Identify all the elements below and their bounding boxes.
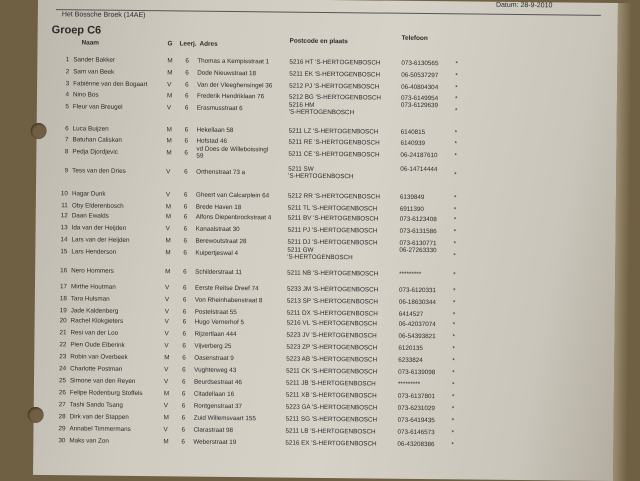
phone: 073-6149954 <box>400 94 439 103</box>
postcode-city: 5211 LZ 'S-HERTOGENBOSCH <box>288 127 379 136</box>
row-mark: * <box>453 252 456 260</box>
student-name: Lars Henderson <box>71 248 117 256</box>
gender: V <box>164 284 170 292</box>
school-year: 6 <box>182 354 186 362</box>
phone: 06-54393821 <box>398 332 436 341</box>
gender: V <box>163 378 169 386</box>
gender: V <box>165 225 170 233</box>
row-mark: * <box>451 429 454 437</box>
phone: 073-6129639 <box>400 101 439 110</box>
student-name: Pien Oude Elberink <box>70 341 125 349</box>
school-year: 6 <box>182 342 186 350</box>
address: Citadellaan 16 <box>193 390 235 399</box>
gender: M <box>165 249 171 257</box>
postcode-city: 5213 SP 'S-HERTOGENBOSCH <box>286 297 379 306</box>
student-name: Nino Bos <box>72 91 99 99</box>
gender: V <box>166 104 172 112</box>
row-number: 10 <box>60 190 68 198</box>
postcode-city: 5211 SG 'S-HERTOGENBOSCH <box>285 415 378 424</box>
gender: M <box>163 438 169 446</box>
address: Gheert van Calcarplein 64 <box>195 191 270 200</box>
school-year: 6 <box>182 284 187 292</box>
row-number: 27 <box>58 401 66 409</box>
postcode-city: 5223 JV 'S-HERTOGENBOSCH <box>286 331 377 340</box>
school-year: 6 <box>183 191 188 199</box>
row-mark: * <box>455 72 458 80</box>
address: Hekellaan 58 <box>196 126 234 135</box>
gender: V <box>163 402 168 410</box>
row-number: 9 <box>64 167 69 175</box>
school-year: 6 <box>181 438 185 446</box>
gender: V <box>163 426 168 434</box>
row-number: 20 <box>59 317 67 325</box>
row-mark: * <box>452 311 456 319</box>
col-header-phone: Telefoon <box>401 34 428 43</box>
student-name: Lars van der Heijden <box>71 236 130 244</box>
address: Alfons Diepenbrockstraat 4 <box>195 213 272 222</box>
gender: V <box>165 191 171 199</box>
student-name: Dirk van der Stappen <box>69 413 129 421</box>
student-name: Pedja Djordjevic <box>72 148 118 156</box>
gender: M <box>165 268 171 276</box>
address: Eerste Reitse Dreef 74 <box>194 284 259 293</box>
school-year: 6 <box>182 318 187 326</box>
row-number: 3 <box>65 80 70 88</box>
gender: M <box>164 354 170 362</box>
row-number: 6 <box>65 125 69 133</box>
row-mark: * <box>451 393 455 401</box>
school-year: 6 <box>185 69 189 77</box>
student-name: Ida van der Heijden <box>71 224 127 232</box>
col-header-gender: G <box>167 40 173 48</box>
row-number: 13 <box>60 224 68 232</box>
student-name: Hagar Dunk <box>71 190 106 198</box>
student-name: Maks van Zon <box>69 437 109 445</box>
row-number: 19 <box>59 307 67 315</box>
school-year: 6 <box>182 296 187 304</box>
gender: V <box>164 308 169 316</box>
row-mark: * <box>454 171 457 179</box>
school-year: 6 <box>183 268 187 276</box>
gender: M <box>165 203 172 211</box>
address: Orthenstraat 73 a <box>196 168 246 177</box>
student-name: Nero Hommers <box>71 267 114 275</box>
row-mark: * <box>453 271 456 279</box>
row-mark: * <box>455 60 458 68</box>
student-name: Batuhan Caliskan <box>72 136 122 144</box>
student-name: Annabel Timmermans <box>69 425 131 433</box>
phone: 073-6123408 <box>399 215 437 224</box>
phone: 6140815 <box>400 128 426 137</box>
gender: M <box>165 213 172 221</box>
address: Rontgenstraat 37 <box>193 402 243 411</box>
row-mark: * <box>454 129 458 137</box>
phone: 6414527 <box>398 310 424 319</box>
school-year: 6 <box>181 426 186 434</box>
school-year: 6 <box>181 402 186 410</box>
phone: 073-6146573 <box>397 428 435 437</box>
col-header-year: Leerj. <box>179 40 197 48</box>
row-mark: * <box>451 441 454 449</box>
postcode-city: 5223 ZP 'S-HERTOGENBOSCH <box>286 343 378 352</box>
phone: 6120135 <box>398 344 423 353</box>
student-name: Charlotte Postman <box>70 365 123 373</box>
row-number: 23 <box>59 353 67 361</box>
phone: 06-40804304 <box>401 83 439 92</box>
school-year: 6 <box>184 149 188 157</box>
address: Thomas a Kempisstraat 1 <box>197 57 270 66</box>
row-mark: * <box>452 369 455 377</box>
postcode-city: 5211 XB 'S-HERTOGENBOSCH <box>285 391 377 400</box>
row-number: 11 <box>61 202 68 210</box>
address: Kuipertjeswal 4 <box>195 249 239 258</box>
gender: M <box>166 137 172 145</box>
phone: 073-6419435 <box>397 416 435 425</box>
student-name: Mirthe Houtman <box>70 283 116 291</box>
address: Hugo Vernerhof 5 <box>194 318 245 327</box>
school-year: 6 <box>182 330 187 338</box>
phone: 073-6131586 <box>399 227 437 236</box>
gender: V <box>167 81 172 89</box>
address: Hofstad 46 <box>196 137 228 145</box>
row-number: 12 <box>60 212 68 220</box>
school-year: 6 <box>183 237 188 245</box>
gender: M <box>167 69 173 77</box>
postcode-city: 5211 TL 'S-HERTOGENBOSCH <box>287 204 378 213</box>
phone: 6139849 <box>399 193 425 202</box>
postcode-city: 5233 JM 'S-HERTOGENBOSCH <box>286 285 379 294</box>
address: Postelstraat 55 <box>194 308 237 317</box>
row-mark: * <box>451 405 455 413</box>
gender: M <box>167 57 173 65</box>
student-name: Tara Hulsman <box>70 295 110 303</box>
student-name: Luca Buijzen <box>72 125 109 133</box>
address: Zuid Willemsvaart 155 <box>193 414 256 423</box>
row-mark: * <box>454 152 457 160</box>
school-year: 6 <box>183 249 187 257</box>
row-number: 18 <box>59 295 67 303</box>
row-number: 2 <box>65 68 70 76</box>
phone: 073-6120331 <box>398 286 437 295</box>
postcode-city: 5216 EX 'S-HERTOGENBOSCH <box>285 439 377 448</box>
student-name: Daan Ewalds <box>71 212 109 220</box>
gender: V <box>164 342 169 350</box>
row-number: 8 <box>64 148 69 156</box>
row-mark: * <box>452 287 456 295</box>
col-header-name: Naam <box>81 39 99 47</box>
postcode-city: 5211 DX 'S-HERTOGENBOSCH <box>286 309 378 318</box>
postcode-city: 5216 HM 'S-HERTOGENBOSCH <box>288 101 355 116</box>
address: Erasmusstraat 6 <box>196 104 243 113</box>
phone: 073-6137801 <box>397 392 436 401</box>
postcode-city: 5212 RR 'S-HERTOGENBOSCH <box>287 192 380 201</box>
row-number: 17 <box>59 283 68 291</box>
postcode-city: 5211 NB 'S-HERTOGENBOSCH <box>287 269 379 278</box>
row-number: 25 <box>58 377 67 385</box>
row-mark: * <box>453 194 457 202</box>
row-mark: * <box>454 95 458 103</box>
phone: 06-18630344 <box>398 298 436 307</box>
phone: 6140939 <box>400 139 426 148</box>
row-mark: * <box>451 381 455 389</box>
phone: 06-27263330 <box>399 246 437 255</box>
school-year: 6 <box>183 225 188 233</box>
address: Oasenstraat 9 <box>194 354 234 363</box>
address: Vijverberg 25 <box>194 342 232 351</box>
phone: 073-6130771 <box>399 239 437 248</box>
address: Kanaalstraat 30 <box>195 225 240 234</box>
student-name: Simone van den Reyen <box>69 377 136 386</box>
row-mark: * <box>452 321 456 329</box>
phone: 073-6130565 <box>401 59 439 68</box>
postcode-city: 5212 PJ 'S-HERTOGENBOSCH <box>289 82 380 91</box>
student-name: Robin van Overbeek <box>70 353 128 361</box>
address: Beurdsestraat 46 <box>193 378 242 387</box>
postcode-city: 5216 HT 'S-HERTOGENBOSCH <box>289 58 381 67</box>
phone: 073-6231029 <box>397 404 435 413</box>
phone: 06-50537297 <box>401 71 439 80</box>
punch-hole <box>31 123 47 139</box>
class-list-paper <box>33 0 618 481</box>
col-header-address: Adres <box>199 40 218 48</box>
row-number: 16 <box>60 267 68 275</box>
postcode-city: 5216 VL 'S-HERTOGENBOSCH <box>286 319 377 328</box>
gender: M <box>166 92 173 100</box>
address: vd Does de Willeboissingl 59 <box>196 145 269 160</box>
gender: M <box>166 149 172 157</box>
school-year: 6 <box>183 213 188 221</box>
address: Weberstraat 19 <box>193 438 237 447</box>
row-number: 5 <box>65 103 69 111</box>
row-mark: * <box>454 107 458 115</box>
school-year: 6 <box>184 92 189 100</box>
phone: 06-43208386 <box>397 440 435 449</box>
student-name: Tess van den Dries <box>72 167 126 175</box>
postcode-city: 5211 PJ 'S-HERTOGENBOSCH <box>287 226 378 235</box>
row-number: 29 <box>58 425 66 433</box>
row-mark: * <box>452 333 455 341</box>
row-number: 28 <box>58 413 66 421</box>
list-date: Datum: 28-9-2010 <box>495 1 553 10</box>
address: Schilderstraat 11 <box>195 268 242 277</box>
student-name: Jade Kaldenberg <box>70 307 119 315</box>
postcode-city: 5211 JB 'S-HERTOGENBOSCH <box>285 379 376 388</box>
row-mark: * <box>455 84 458 92</box>
row-number: 14 <box>60 236 68 244</box>
postcode-city: 5211 RE 'S-HERTOGENBOSCH <box>288 138 380 147</box>
gender: V <box>164 296 170 304</box>
row-number: 26 <box>58 389 66 397</box>
row-mark: * <box>453 216 457 224</box>
row-number: 4 <box>65 91 70 99</box>
student-name: Sam van Beek <box>73 68 115 76</box>
postcode-city: 5211 BV 'S-HERTOGENBOSCH <box>287 214 379 223</box>
row-mark: * <box>453 206 457 214</box>
address: Van der Vleeghensingel 36 <box>197 81 273 90</box>
student-name: Fleur van Breugel <box>72 103 123 111</box>
address: Clarastraat 98 <box>193 426 234 435</box>
school-year: 6 <box>184 168 188 176</box>
student-name: Fabiënne van den Bogaart <box>73 80 148 89</box>
postcode-city: 5211 LB 'S-HERTOGENBOSCH <box>285 427 376 436</box>
address: Dode Nieuwstraat 18 <box>197 69 257 78</box>
gender: V <box>164 318 169 326</box>
phone: ********* <box>399 270 422 278</box>
phone: 6911390 <box>399 205 424 214</box>
row-number: 24 <box>59 365 67 373</box>
table-row <box>36 167 616 184</box>
row-mark: * <box>454 140 457 148</box>
phone: ********* <box>397 380 421 388</box>
postcode-city: 5223 GA 'S-HERTOGENBOSCH <box>285 403 378 412</box>
postcode-city: 5212 BG 'S-HERTOGENBOSCH <box>288 93 381 102</box>
col-header-postcode: Postcode en plaats <box>289 37 348 46</box>
student-name: Felipe Rodenburg Stoffels <box>69 389 143 398</box>
postcode-city: 5211 EK 'S-HERTOGENBOSCH <box>289 70 381 79</box>
school-year: 6 <box>185 57 189 65</box>
school-year: 6 <box>182 308 187 316</box>
phone: 073-6139098 <box>398 368 436 377</box>
student-name: Rachel Klokgieters <box>70 317 124 325</box>
gender: M <box>163 414 169 422</box>
phone: 06-14714444 <box>400 165 438 174</box>
gender: V <box>166 168 171 176</box>
gender: V <box>164 330 169 338</box>
row-number: 7 <box>64 136 69 144</box>
school-year: 6 <box>181 390 186 398</box>
address: Von Rheinhabenstraat 8 <box>194 296 263 305</box>
punch-hole <box>28 407 44 423</box>
row-number: 22 <box>59 341 67 349</box>
school-year: 6 <box>181 378 186 386</box>
row-mark: * <box>452 345 455 353</box>
group-title: Groep C6 <box>51 24 102 37</box>
row-number: 15 <box>60 248 68 256</box>
gender: M <box>166 126 172 134</box>
row-number: 30 <box>58 437 66 445</box>
gender: V <box>164 366 169 374</box>
phone: 6233824 <box>398 356 423 365</box>
school-year: 6 <box>181 414 186 422</box>
address: Vughterweg 43 <box>194 366 237 375</box>
address: Frederik Hendriklaan 76 <box>196 92 265 101</box>
table-row <box>35 267 615 284</box>
student-name: Oby Elderenbosch <box>71 202 124 210</box>
postcode-city: 5211 CK 'S-HERTOGENBOSCH <box>286 367 378 376</box>
gender: M <box>165 237 171 245</box>
row-number: 1 <box>65 56 70 64</box>
row-mark: * <box>452 357 455 365</box>
postcode-city: 5223 AB 'S-HERTOGENBOSCH <box>286 355 378 364</box>
school-year: 6 <box>184 126 189 134</box>
school-year: 6 <box>185 81 189 89</box>
address: Brede Haven 18 <box>195 203 242 212</box>
school-year: 6 <box>183 203 188 211</box>
row-mark: * <box>452 299 456 307</box>
postcode-city: 5211 DJ 'S-HERTOGENBOSCH <box>287 238 378 247</box>
row-number: 21 <box>59 329 67 337</box>
row-mark: * <box>453 240 456 248</box>
school-name: Het Bossche Broek (14AE) <box>61 11 146 20</box>
student-name: Sander Bakker <box>73 56 116 64</box>
postcode-city: 5211 CE 'S-HERTOGENBOSCH <box>288 150 380 159</box>
phone: 06-42037074 <box>398 320 436 329</box>
student-name: Tashi Sando Tsang <box>69 401 123 409</box>
postcode-city: 5211 SW 'S-HERTOGENBOSCH <box>288 165 354 180</box>
row-mark: * <box>453 228 457 236</box>
row-mark: * <box>451 417 455 425</box>
address: Rijzertlaan 444 <box>194 330 237 339</box>
school-year: 6 <box>184 104 189 112</box>
address: Berewoutstraat 28 <box>195 237 247 246</box>
phone: 06-24187610 <box>400 151 438 160</box>
school-year: 6 <box>182 366 186 374</box>
postcode-city: 5211 GW 'S-HERTOGENBOSCH <box>287 246 353 261</box>
school-year: 6 <box>184 137 189 145</box>
gender: M <box>163 390 170 398</box>
student-name: Resi van der Loo <box>70 329 119 337</box>
